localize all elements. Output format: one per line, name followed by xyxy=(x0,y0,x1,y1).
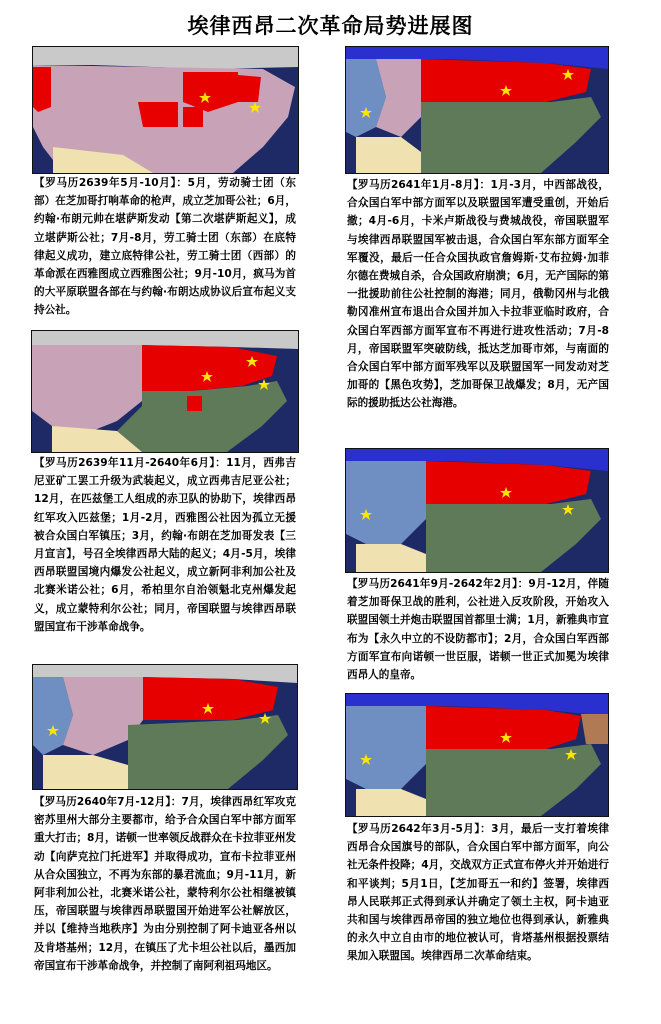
commune-region xyxy=(426,706,581,749)
map-1-svg xyxy=(33,47,298,173)
map-5-svg xyxy=(346,449,608,572)
seattle-commune xyxy=(33,67,51,112)
map-panel-3 xyxy=(32,664,298,790)
map-panel-1 xyxy=(32,46,299,174)
map-3-svg xyxy=(33,665,297,789)
new-africa-commune xyxy=(187,396,202,411)
map-panel-6 xyxy=(345,693,609,817)
kansas-commune xyxy=(138,102,178,127)
detroit-commune xyxy=(238,75,261,102)
caption-panel-1: 【罗马历2639年5月-10月】：5月，劳动骑士团（东部）在芝加哥打响革命的枪声，成立芝加哥公社；6月，约翰·布朗元帅在堪萨斯发动【第二次堪萨斯起义】，成立堪萨斯公社；7月-8月，劳工骑士团（东部）在底特律起义成功，建立底特律公社，劳工骑士团（西部）的革命派在西雅图成立西雅图公社；9月-10月，疯马为首的大平原联盟各部在与约翰·布朗达成协议后宣布起义支持公社。 xyxy=(34,177,296,317)
map-panel-2 xyxy=(31,330,299,453)
map-2-svg xyxy=(32,331,298,452)
caption-panel-2: 【罗马历2639年11月-2640年6月】：11月，西弗吉尼亚矿工罢工升级为武装起义，成立西弗吉尼亚公社；12月，在匹兹堡工人组成的赤卫队的协助下，埃律西昂红军攻入匹兹堡；1月-2月，西雅图公社因为孤立无援被合众国白军镇压；3月，约翰·布朗在芝加哥发表【三月宣言】，号召全埃律西昂大陆的起义；4月-5月，埃律西昂联盟国境内爆发公社起义，成立新阿非利加公社及北赛米诺公社；6月，希柏里尔自治领魁北克州爆发起义，成立蒙特利尔公社；同月，帝国联盟与埃律西昂联盟国宣布干涉革命战争。 xyxy=(34,457,296,633)
caption-panel-5: 【罗马历2641年9月-2642年2月】：9月-12月，伴随着芝加哥保卫战的胜利，公社进入反攻阶段，开始攻入联盟国领土并炮击联盟国首都里士满；1月，新雅典市宣布为【永久中立的不设防都市】；2月，合众国白军西部方面军宣布向诺顿一世臣服，诺顿一世正式加冕为埃律西昂人的皇帝。 xyxy=(347,578,609,682)
commune-region xyxy=(143,677,278,720)
caption-panel-6: 【罗马历2642年3月-5月】：3月，最后一支打着埃律西昂合众国旗号的部队，合众国白军中部方面军，向公社无条件投降；4月，交战双方正式宣布停火并开始进行和平谈判；5月1日，【芝加哥五一和约】签署，埃律西昂人民联邦正式得到承认并确定了领土主权，阿卡迪亚共和国与埃律西昂帝国的独立地位也得到承认，新雅典的永久中立自由市的地位被认可，肯塔基州根据投票结果加入联盟国。埃律西昂二次革命结束。 xyxy=(347,823,609,963)
map-4-svg xyxy=(346,47,608,173)
map-panel-4 xyxy=(345,46,609,174)
plains-region xyxy=(183,107,203,127)
map-6-svg xyxy=(346,694,608,816)
caption-panel-3: 【罗马历2640年7月-12月】：7月，埃律西昂红军攻克密苏里州大部分主要都市，给予合众国白军中部方面军重大打击；8月，诺顿一世率领反战群众在卡拉菲亚州发动【向萨克拉门托进军】并取得成功，宣布卡拉菲亚州从合众国独立，不再为东部的暴君流血；9月-11月，新阿非利加公社，北赛米诺公社，蒙特利尔公社相继被镇压，帝国联盟与埃律西昂联盟国开始进军公社解放区，并以【维持当地秩序】为由分别控制了阿卡迪亚各州以及肯塔基州；12月，在镇压了尤卡坦公社以后，墨西加帝国宣布干涉革命战争，并控制了南阿利祖玛地区。 xyxy=(34,796,296,972)
page-title: 埃律西昂二次革命局势进展图 xyxy=(187,14,474,38)
caption-panel-4: 【罗马历2641年1月-8月】：1月-3月，中西部战役，合众国白军中部方面军以及联盟国军遭受重创，开始后撤；4月-6月，卡米卢斯战役与费城战役，帝国联盟军与埃律西昂联盟国军被击退，合众国白军东部方面军全军覆没，最后一任合众国执政官詹姆斯·艾布拉姆·加菲尔德在费城自杀，合众国政府崩溃；6月，无产国际的第一批援助前往公社控制的海港；同月，俄勒冈州与北俄勒冈准州宣布退出合众国并加入卡拉菲亚临时政府，合众国白军西部方面军宣布不再进行进攻性活动；7月-8月，帝国联盟军突破防线，抵达芝加哥市郊，与南面的合众国白军中部方面军残军以及联盟国军一同发动对芝加哥的【黑色攻势】，芝加哥保卫战爆发；8月，无产国际的援助抵达公社海港。 xyxy=(347,179,609,410)
map-panel-5 xyxy=(345,448,609,573)
